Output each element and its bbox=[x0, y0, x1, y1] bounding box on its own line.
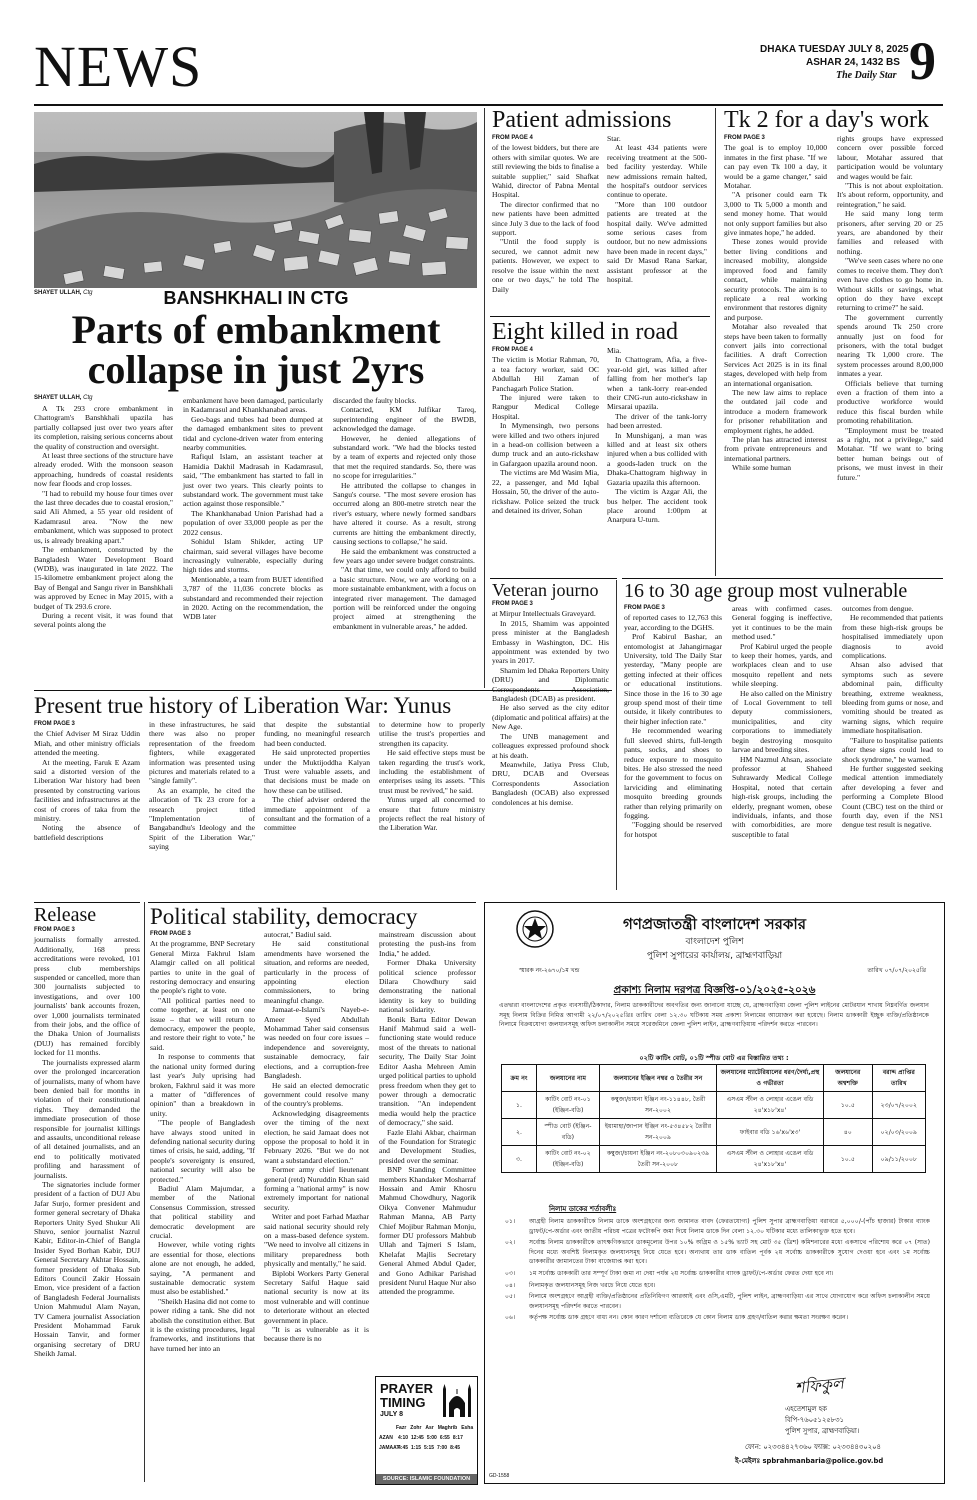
veteran-para: He also served as the city editor (diplomatic and political affairs) at the New Age. bbox=[492, 703, 609, 732]
prayer-time: 4:10 bbox=[398, 1435, 409, 1441]
term-item bbox=[505, 1238, 930, 1267]
section-rule bbox=[622, 578, 943, 579]
veteran-para: at Mirpur Intellectuals Graveyard. bbox=[492, 609, 596, 619]
prayer-time: 7:00 bbox=[437, 1445, 448, 1451]
office: পুলিশ সুপারের কার্যালয়, ব্রাহ্মণবাড়িয়া bbox=[646, 951, 783, 961]
table-cell: ১০.৫ bbox=[824, 1146, 873, 1173]
lead-para: He attributed the collapse to changes in Sangu's course. "The most severe erosion has occurred along an 800-metre stretch near the river's estuary, where newly formed sandbars have altered it course. As a result, strong currents are hitting the embankment directly, causing sections to collapse," he said. bbox=[333, 480, 476, 547]
veteran-col-1 bbox=[492, 600, 609, 807]
release-col-1 bbox=[34, 926, 140, 1359]
lead-headline: Parts of embankment collapse in just 2yrs bbox=[71, 307, 441, 392]
release-para: journalists formally arrested. Additionally, 168 press accreditations were revoked, 101 press club memberships suspended or cancelled, more than 300 journalists subjected to investigations, and over 100 journalists' bank accounts frozen, over 1,000 journalists terminated from their jobs, and the office of the Dhaka Union of Journalists (DUJ) has remained forcibly locked for 11 months. bbox=[34, 935, 140, 1058]
yunus-para: Yunus urged all concerned to ensure that future ministry projects reflect the real history of the Liberation War. bbox=[379, 795, 485, 833]
lead-para: Geo-bags and tubes had been dumped at the damaged embankment sites to prevent tidal and cyclone-driven water from entering nearby communities. bbox=[183, 414, 323, 453]
yunus-para: At the meeting, Faruk E Azam said a distorted version of the Liberation War history had been presented by constructing various facilities and infrastructures at the cost of crores of taka from the ministry. bbox=[34, 757, 140, 824]
tk2-headline: Tk 2 for a day's work bbox=[724, 107, 929, 133]
term-text: নিলামকৃত জলযানসমূহ নিজ খরচে নিয়ে যেতে হবে। bbox=[529, 1281, 656, 1289]
from-page: FROM PAGE 3 bbox=[34, 927, 75, 933]
term-item bbox=[505, 1269, 930, 1279]
term-item bbox=[505, 1292, 930, 1311]
veteran-para: Shamim led Dhaka Reporters Unity (DRU) and Diplomatic Bangladesh (DCAB) as president. bbox=[492, 665, 609, 704]
table-cell: ০২/০৩/২০০৯ bbox=[872, 1119, 925, 1146]
sixteen-para: Prof Kabirul Bashar, an entomologist at Jahangirnagar University, told The Daily Star yesterday, "Many people are getting infected at their offices or educational institutions. Since those in the 16 to 30 age group spend most of their time outside, it likely contributes to their higher infection rate." bbox=[624, 632, 722, 726]
table-cell: কাটিং বোট নং-০১ (ইঞ্জিন-বডি) bbox=[537, 1092, 600, 1119]
patient-para: The director confirmed that no new patients have been admitted since July 3 due to the lack of food support. bbox=[492, 199, 599, 238]
release-para: The journalists expressed alarm over the prolonged incarceration of journalists, many of whom have been denied bail for months in violation of their constitutional rights. They demanded the immediate prosecution of those responsible for journalist killings and assaults, unconditional release of all detained journalists, and an end to politically motivated profiling and harassment of journalists. bbox=[34, 1057, 140, 1180]
political-para: In response to comments that the national unity formed during last year's July uprising had broken, Fakhrul said it was more a matter of "differences of opinion" than a breakdown in unity. bbox=[150, 1052, 255, 1118]
patient-para: "Until the food supply is secured, we cannot admit new patients. However, we expect to resolve the issue within the next one or two days," he told The Daily bbox=[492, 237, 599, 294]
eight-para: Mia. bbox=[607, 346, 622, 355]
yunus-para: Noting the absence of battlefield descriptions bbox=[34, 823, 140, 842]
table-cell: ইয়ামাহা/জাপান ইঞ্জিন নং-৫৩৪৫৮২ তৈরীর সন-২০০৯ bbox=[600, 1119, 717, 1146]
yunus-para: He said unprotected properties under the Muktijoddha Kalyan Trust were valuable assets, and that decisions must be made on how these can be utilised. bbox=[264, 748, 370, 795]
political-col-1 bbox=[150, 930, 255, 1353]
release-headline: Release bbox=[34, 904, 97, 926]
prayer-headers bbox=[396, 1425, 473, 1431]
sixteen-para: areas with confirmed cases. General fogging is ineffective, yet it continues to be the main method used." bbox=[732, 604, 832, 642]
prayer-header: Asr bbox=[425, 1425, 434, 1431]
lead-para: Mentionable, a team from BUET identified 3,787 of the 11,036 concrete blocks as substandard and recommended their rejection in 2020. Acting on the recommendation, the WDB later bbox=[183, 574, 323, 622]
eight-para: In Chattogram, Afia, a five-year-old girl, was killed after falling from her mother's lap when a tank-lorry rear-ended their CNG-run auto-rickshaw in Mirsarai upazila. bbox=[607, 355, 707, 412]
term-item bbox=[505, 1217, 930, 1236]
signer-id: বিপি-৭৬০৫১২৫৮৩১ bbox=[785, 1416, 844, 1424]
term-number: ০৪। bbox=[505, 1281, 516, 1289]
sixteen-col-1 bbox=[624, 604, 722, 839]
term-text: কর্তৃপক্ষ সর্বোচ্চ ডাক গ্রহণে বাধ্য নন। কোন কারণ দর্শানো ব্যতিরেকে যে কোন নিলাম ডাক গ্রহণ/বাতিল করার ক্ষমতা সংরক্ষণ করেন। bbox=[529, 1314, 849, 1322]
yunus-para: to determine how to properly utilise the trust's properties and strengthen its capacity. bbox=[379, 720, 485, 748]
term-item bbox=[505, 1281, 930, 1291]
from-page: FROM PAGE 3 bbox=[724, 135, 765, 141]
lead-byline bbox=[34, 395, 92, 401]
term-text: আগ্রহী নিলাম ডাককারীকে নিলাম ডাকে অংশগ্রহণের জন্য জামানত বাবদ (ফেরতযোগ্য) পুলিশ সুপার ব্রাহ্মণবাড়িয়া বরাবরে ৫,০০০/-(পাঁচ হাজার) টাকার ব্যাংক ড্রাফট/পে-অর্ডার এবং জাতীয় পরিচয় পত্রের ফটোকপি জমা দিয়ে নিলাম ডাকে দিন বেলা ১২.৩০ ঘটিকার মধ্যে তালিকাভুক্ত হতে হবে। bbox=[529, 1218, 930, 1235]
table-header: জলযানের ইঞ্জিন নম্বর ও তৈরীর সন bbox=[600, 1065, 717, 1092]
eight-para: The victim is Motiar Rahman, 70, a tea factory worker, said OC Abdullah Hil Zaman of Panchagarh Police Station. bbox=[492, 355, 599, 393]
table-header: বরাদ্দ প্রাপ্তির তারিখ bbox=[872, 1065, 925, 1092]
term-text: ১ম সর্বোচ্চ ডাককারী তার সম্পূর্ণ টাকা জমা না দেয়া পর্যন্ত ২য় সর্বোচ্চ ডাককারীর ব্যাংক ড্রাফট/পে-অর্ডার ফেরত দেয়া হবে না। bbox=[529, 1269, 834, 1277]
political-para: Writer and poet Farhad Mazhar said national security should rely on a mass-based defence system. "We need to involve all citizens in military preparedness both physically and mentally," he said. bbox=[264, 1212, 369, 1269]
tk2-para: "A prisoner could earn Tk 3,000 to Tk 5,000 a month and send money home. That would not only support families but also give inmates hope," he added. bbox=[724, 190, 827, 238]
yunus-para: As an example, he cited the allocation of Tk 23 crore for a research project titled "Implementation of Bangabandhu's Ideology and the Spirit of the Liberation War," saying bbox=[149, 785, 255, 852]
table-cell: ১. bbox=[502, 1092, 537, 1119]
patient-col-2 bbox=[607, 134, 707, 285]
tk2-col-1 bbox=[724, 134, 827, 473]
tk2-para: "We've seen cases where no one comes to receive them. They don't even have clothes to go home in. Without skills or savings, what option do they have except returning to crime?" he said. bbox=[837, 256, 943, 313]
political-col-3 bbox=[379, 930, 476, 1297]
tk2-para: The government currently spends around Tk 250 crore annually just on food for prisoners, with the total budget nearing Tk 1,000 crore. The system processes around 8,00,000 inmates a year. bbox=[837, 312, 943, 379]
column-divider bbox=[484, 108, 485, 688]
tk2-para: He said many long term prisoners, after serving 20 or 25 years, are abandoned by their families and released with nothing. bbox=[837, 209, 943, 256]
boat-table bbox=[501, 1064, 926, 1173]
lead-col-2 bbox=[183, 396, 323, 622]
political-para: mainstream discussion about protesting the push-ins from India," he added. bbox=[379, 930, 476, 958]
prayer-title: PRAYER bbox=[380, 1381, 433, 1396]
table-header: জলযানের অশ্বশক্তি bbox=[824, 1065, 873, 1092]
lead-para: discarded the faulty blocks. bbox=[333, 396, 417, 405]
section-rule bbox=[490, 316, 710, 317]
political-para: He said an elected democratic government could resolve many of the country's problems. bbox=[264, 1080, 369, 1109]
photo-credit-place: Ctg bbox=[83, 290, 93, 296]
sixteen-para: outcomes from dengue. bbox=[842, 604, 914, 613]
sixteen-para: He recommended that patients from these high-risk groups be hospitalised immediately upon diagnosis to avoid complications. bbox=[842, 613, 943, 661]
sixteen-col-2 bbox=[732, 604, 832, 839]
lead-para: The embankment, constructed by the Bangladesh Water Development Board (WDB), was inaugurated in late 2022. The 15-kilometre embankment project along the Bay of Bengal and Sangu river in Banshkhali was approved by Ecnec in May 2015, with a budget of Tk 293.6 crore. bbox=[34, 545, 173, 611]
tk2-para: While some human bbox=[732, 463, 792, 473]
lead-para: "I had to rebuild my house four times over the last three decades due to coastal erosion," said Ali Ahmed, a 55 year old resident of Kadamrasul area. "Now the new embankment, which was supposed to protect us, is already breaking apart." bbox=[34, 488, 173, 545]
section-rule bbox=[148, 902, 476, 903]
lead-para: "At that time, we could only afford to build a basic structure. Now, we are working on a more sustainable embankment, with a focus on integrated river management. The damaged portion will be reinforced under the ongoing project aimed at strengthening the embankment in vulnerable areas," he added. bbox=[333, 565, 476, 631]
eight-col-2 bbox=[607, 346, 707, 525]
eight-para: The driver of the tank-lorry had been arrested. bbox=[607, 411, 707, 431]
prayer-timing-box bbox=[375, 1376, 478, 1485]
prayer-subtitle: TIMING bbox=[380, 1395, 426, 1410]
section-rule bbox=[490, 578, 617, 579]
political-para: Badiul Alam Majumdar, a member of the National Consensus Commission, stressed that political stability and democratic development are crucial. bbox=[150, 1183, 255, 1240]
political-para: BNP Standing Committee members Khandaker Mosharraf Hossain and Amir Khosru Mahmud Chowdhury, Nagorik Oikya Convener Mahmudur Rahman Manna, AB Party Chief Mojibur Rahman Monju, former DU professors Mahbub Ullah and Tajmeri S Islam, Khelafat Majlis Secretary General Ahmed Abdul Qader, and Gono Adhikar Parishad president Nurul Haque Nur also attended the programme. bbox=[379, 1165, 477, 1297]
term-number: ০৬। bbox=[505, 1314, 516, 1322]
boat-note: ০২টি কাটিং বোট, ০১টি স্পীড বোট এর বিস্তারিত তথ্য : bbox=[639, 1054, 789, 1062]
term-number: ০২। bbox=[505, 1239, 516, 1247]
lead-col-1 bbox=[34, 404, 173, 630]
from-page: FROM PAGE 4 bbox=[492, 347, 533, 353]
tk2-para: The goal is to employ 10,000 inmates in the first phase. "If we can pay even Tk 100 a day, it would be a game changer," said Motahar. bbox=[724, 143, 827, 191]
sixteen-para: He also called on the Ministry of Local Government to tell deputy commissioners, municipalities, and city corporations to immediately begin destroying mosquito larvae and breeding sites. bbox=[732, 688, 832, 755]
political-para: Jamaat-e-Islami's Nayeb-e-Ameer Syed Abdullah Mohammad Taher said consensus was needed on four core issues – independence and sovereignty, sustainable democracy, fair elections, and a corruption-free Bangladesh. bbox=[264, 1005, 369, 1081]
sixteen-para: of reported cases to 12,763 this year, according to the DGHS. bbox=[624, 613, 722, 632]
signer-title: পুলিশ সুপার, ব্রাহ্মণবাড়িয়া। bbox=[785, 1427, 860, 1435]
prayer-time: 5:15 bbox=[424, 1445, 435, 1451]
yunus-para: that despite the substantial funding, no meaningful research had been conducted. bbox=[264, 720, 370, 748]
sixteen-para: Ahsan also advised that symptoms such as severe abdominal pain, difficulty breathing, extreme weakness, bleeding from gums or nose, and vomiting should be treated as warning signs, which require immediate hospitalisation. bbox=[842, 660, 943, 736]
yunus-col-1 bbox=[34, 720, 140, 842]
political-para: Acknowledging disagreements over the timing of the next election, he said Jamaat does not oppose the proposal to hold it in February 2026. "But we do not want a substandard election." bbox=[264, 1108, 369, 1165]
table-cell: ৩. bbox=[502, 1146, 537, 1173]
from-page: FROM PAGE 3 bbox=[34, 721, 75, 727]
table-row bbox=[502, 1092, 926, 1119]
from-page: FROM PAGE 3 bbox=[492, 601, 533, 607]
political-para: Former Dhaka University political science professor Dilara Chowdhury said demonstrating the national identity is key to building national solidarity. bbox=[379, 958, 476, 1015]
yunus-col-3 bbox=[264, 720, 370, 833]
prayer-header: Fazr bbox=[396, 1425, 407, 1431]
contact-email[interactable]: ই-মেইলঃ spbrahmanbaria@police.gov.bd bbox=[735, 1457, 884, 1465]
table-cell: এসএম স্টীল ও লোহার এঙেল বডি ২৪'x১৮'x৪' bbox=[717, 1146, 824, 1173]
terms-list bbox=[505, 1217, 930, 1325]
lead-para: The Khankhanabad Union Parishad had a population of over 33,000 people as per the 2022 census. bbox=[183, 508, 323, 537]
dateline-bengali: ASHAR 24, 1432 BS bbox=[806, 57, 900, 68]
yunus-para: the Chief Adviser M Siraz Uddin Miah, and other ministry officials attended the meeting. bbox=[34, 729, 140, 758]
sixteen-para: He further suggested seeking medical attention immediately after developing a fever and performing a Complete Blood Count (CBC) test on the third or fourth day, even if the NS1 dengue test result is negative. bbox=[842, 763, 943, 830]
table-header: জলযানের ম্যাটেরিয়ালের ধরণ/দৈর্ঘ্য,প্রস্থ ও গভীরতা bbox=[717, 1065, 824, 1092]
section-rule bbox=[34, 902, 140, 903]
table-header-row bbox=[502, 1065, 926, 1092]
patient-para: At least 434 patients were receiving treatment at the 500-bed facility yesterday. While new admissions remain halted, the hospital's outdoor services continue to operate. bbox=[607, 143, 707, 200]
boat-table-wrap bbox=[501, 1064, 926, 1173]
veteran-para: In 2015, Shamim was appointed press minister at the Bangladesh Embassy in Washington, DC. His appointment was extended by two years in 2017. bbox=[492, 618, 609, 666]
prayer-row-label: AZAN bbox=[379, 1435, 393, 1441]
mosque-icon bbox=[442, 1383, 472, 1419]
veteran-para: Meanwhile, Jatiya Press Club, DRU, DCAB and Overseas Correspondents Association Bangladesh (OCAB) also expressed condolences at his demise. bbox=[492, 759, 609, 807]
prayer-date: JULY 8 bbox=[380, 1411, 403, 1418]
lead-para: Rafiqul Islam, an assistant teacher at Hamidia Dakhil Madrasah in Kadamrasul, said, "The embankment has started to fall in just over two years. This clearly points to substandard work. The government must take action against those responsible." bbox=[183, 452, 323, 509]
eight-para: In Munshiganj, a man was killed and at least six others injured when a bus collided with a goods-laden truck on the Dhaka-Chattogram highway in Gazaria upazila this afternoon. bbox=[607, 430, 707, 487]
political-para: "The people of Bangladesh have always stood united in defending national security during times of crisis, he said, adding, "If people's sovereignty is ensured, national security will also be protected." bbox=[150, 1118, 255, 1184]
masthead-rule bbox=[34, 104, 943, 106]
political-para: Former army chief lieutenant general (retd) Nuruddin Khan said forming a "national army" is now extremely important for national security. bbox=[264, 1165, 369, 1212]
political-para: "It is as vulnerable as it is because there is no bbox=[264, 1325, 369, 1344]
tk2-para: Motahar also revealed that steps have been taken to formally convert jails into correctional facilities. A draft Correction Services Act 2025 is in its final stages, developed with help from an international organisation. bbox=[724, 322, 827, 388]
yunus-col-4 bbox=[379, 720, 485, 833]
prayer-time: 12:45 bbox=[411, 1435, 424, 1441]
table-row bbox=[502, 1119, 926, 1146]
lead-kicker: BANSHKHALI IN CTG bbox=[163, 288, 349, 308]
table-header: জলযানের নাম bbox=[537, 1065, 600, 1092]
prayer-time: 8:17 bbox=[452, 1435, 463, 1441]
political-headline: Political stability, democracy bbox=[150, 904, 418, 929]
prayer-row-azan bbox=[379, 1435, 463, 1441]
dept: বাংলাদেশ পুলিশ bbox=[685, 937, 744, 947]
tk2-para: The plan has attracted interest from private entrepreneurs and international partners. bbox=[724, 435, 827, 463]
political-col-2 bbox=[264, 930, 369, 1344]
release-para: The signatories include former president of a faction of DUJ Abu Jafar Surjo, former president and former general secretary of Dhaka Reporters Unity Syed Shukur Ali Shuvo, senior journalist Nazrul Kabir, Editor-in-Chief of Bangla Insider Syed Borhan Kabir, DUJ General Secretary Akhtar Hossain, former president of Dhaka Sub Editors Council Zakir Hossain Emon, vice president of a faction of Bangladesh Federal Journalists Union Mahmudul Alam Nayan, TV Camera journalist Association President Mohammad Faruk Hossain Tanvir, and former organising secretary of DRU Sheikh Jamal. bbox=[34, 1179, 140, 1359]
table-cell: ২. bbox=[502, 1119, 537, 1146]
lead-para: A Tk 293 crore embankment in Chattogram's Banshkhali upazila has partially collapsed just over two years after its completion, raising serious concerns about the quality of construction and oversight. bbox=[34, 404, 173, 451]
table-cell: ০৯/১১/২০০৮ bbox=[872, 1146, 925, 1173]
prayer-source: SOURCE: ISLAMIC FOUNDATION bbox=[376, 1474, 477, 1484]
lead-para: At least three sections of the structure have already eroded. With the monsoon season approaching, hundreds of coastal residents now fear floods and crop losses. bbox=[34, 451, 173, 489]
government-auction-notice bbox=[484, 902, 945, 1484]
political-para: "Sheikh Hasina did not come to power riding a tank. She did not abolish the constitution either. But it is the existing procedures, legal frameworks, and institutions that have turned her into an bbox=[150, 1296, 255, 1353]
eight-para: The victim is Azgar Ali, the bus helper. The accident took place around 1:00pm at Anarpura U-turn. bbox=[607, 487, 707, 525]
page-number: 9 bbox=[909, 31, 936, 91]
tk2-para: "Employment must be treated as a right, not a privilege," said Motahar. "If we want to bring better human beings out of prisons, we must invest in their future." bbox=[837, 425, 943, 482]
political-para: However, while voting rights are essential for those, elections alone are not enough, he added, saying, "A permanent and sustainable democratic system must also be established." bbox=[150, 1240, 255, 1297]
signer-name: এহতেশামুল হক bbox=[785, 1405, 827, 1413]
memo-date: তারিখ ০৭/০৭/২০২৫খ্রি bbox=[867, 967, 926, 974]
table-cell: কম্বুজা/চায়না ইঞ্জিন নং-১১৪৪৮, তৈরী সন-২০০২ bbox=[600, 1092, 717, 1119]
column-divider bbox=[144, 902, 145, 1482]
lead-photo bbox=[34, 112, 477, 288]
sixteen-para: HM Nazmul Ahsan, associate professor at Shaheed Suhrawardy Medical College Hospital, noted that certain high-risk groups, including the elderly, pregnant women, obese individuals, infants, and those with comorbidities, are more susceptible to fatal bbox=[732, 754, 832, 839]
sixteen-para: "Fogging should be reserved for hotspot bbox=[624, 820, 722, 839]
notice-title: প্রকাশ্য নিলাম দরপত্র বিজ্ঞপ্তি-০১/২০২৫-২০২৬ bbox=[613, 984, 816, 996]
prayer-time: 4:45 bbox=[398, 1445, 409, 1451]
prayer-header: Esha bbox=[461, 1425, 474, 1431]
eight-col-1 bbox=[492, 346, 599, 515]
lead-col-3 bbox=[333, 396, 476, 631]
yunus-para: The chief adviser ordered the immediate appointment of a consultant and the formation of a committee bbox=[264, 795, 370, 833]
eight-para: The victims are Md Wasim Mia, 22, a passenger, and Md Iqbal Hossain, 50, the driver of the auto-rickshaw. Police seized the truck and detained its driver, Sohan bbox=[492, 468, 599, 515]
eight-para: The injured were taken to Rangpur Medical College Hospital. bbox=[492, 393, 599, 421]
yunus-para: He said effective steps must be taken regarding the trust's work, including the establishment of enterprises using its assets. "This trust must be revived," he said. bbox=[379, 748, 485, 795]
from-page: FROM PAGE 3 bbox=[150, 931, 191, 937]
table-header: ক্রম নং bbox=[502, 1065, 537, 1092]
tk2-col-2 bbox=[837, 134, 943, 482]
yunus-headline: Present true history of Liberation War: Yunus bbox=[34, 693, 452, 718]
table-cell: স্পীড বোট (ইঞ্জিন-বডি) bbox=[537, 1119, 600, 1146]
paper-name: The Daily Star bbox=[836, 70, 897, 81]
yunus-para: in these infrastructures, he said there was also no proper representation of the freedom fighters, while exaggerated information was presented using pictures and materials related to a "single family". bbox=[149, 720, 255, 786]
column-divider bbox=[715, 108, 716, 576]
byline-name: SHAYET ULLAH, bbox=[34, 395, 84, 401]
political-para: Biplobi Workers Party General Secretary Saiful Haque said national security is now at its most vulnerable and will continue to deteriorate without an elected government in place. bbox=[264, 1268, 369, 1325]
sixteen-para: Prof Kabirul urged the people to keep their homes, yards, and workplaces clean and to use mosquito repellent and nets while sleeping. bbox=[732, 641, 832, 689]
political-para: "All political parties need to come together, at least on one issue – that we will return to democracy, empower the people, and restore their right to vote," he said. bbox=[150, 995, 255, 1052]
tk2-para: These zones would provide better living conditions and increased mobility, alongside improved food and family contact, while maintaining security protocols. The aim is to replicate a real working environment that restores dignity and purpose. bbox=[724, 237, 827, 322]
tk2-para: Officials believe that turning even a fraction of them into a productive workforce would reduce this fiscal burden while promoting rehabilitation. bbox=[837, 378, 943, 426]
lead-para: However, he denied allegations of substandard work. "We had the blocks tested by a team of experts and rejected only those that met the required standards. So, there was no scope for irregularities." bbox=[333, 433, 476, 481]
table-cell: এসএম স্টীল ও লোহার এঙেল বডি ২৪'x১৮'x৪' bbox=[717, 1092, 824, 1119]
memo-number: স্মারক নং-২৬৭০/১ম খন্ড bbox=[519, 967, 580, 974]
sixteen-para: "Failure to hospitalise patients after these signs could lead to shock syndrome," he warned. bbox=[842, 735, 943, 764]
term-item bbox=[505, 1313, 930, 1323]
yunus-col-2 bbox=[149, 720, 255, 852]
tk2-para: rights groups have expressed concern over possible forced labour, Motahar assured that participation would be voluntary and wages would be fair. bbox=[837, 134, 943, 181]
table-cell: ফাইবার বডি ১৬'x৬'x৩' bbox=[717, 1119, 824, 1146]
term-text: সর্বোচ্চ নিলাম ডাককারীকে তাৎক্ষণিকভাবে ডাকমূল্যের উপর ১০% অগ্রিম ও ১৫% ভ্যাট সহ মোট ৩৫ (ত্রিশ) কমিশনারের মধ্যে একসাথে পরিশোধ করে ০৭ (সাত) দিনের মধ্যে অবশিষ্ট নিলামকৃত জলযানসমূহ নিয়ে যেতে হবে। অন্যথায় তার ডাক বাতিল পূর্বক ২য় সর্বোচ্চ ডাককারীকে সুযোগ দেওয়া হবে এবং ১ম সর্বোচ্চ ডাককারীর জামানতের টাকা বাজেয়াপ্ত করা হবে। bbox=[529, 1239, 930, 1266]
patient-col-1 bbox=[492, 134, 599, 294]
patient-para: Star. bbox=[607, 134, 621, 143]
political-para: Fazle Elahi Akbar, chairman of the Foundation for Strategic and Development Studies, presided over the seminar. bbox=[379, 1127, 476, 1165]
gd-code: GD-1558 bbox=[489, 1473, 510, 1479]
table-cell: কম্বুজা/চায়না ইঞ্জিন নং-২০৮০৩০৯০২৩৯ তৈরী সন-২০০৮ bbox=[600, 1146, 717, 1173]
from-page: FROM PAGE 4 bbox=[492, 135, 533, 141]
prayer-header: Zohr bbox=[410, 1425, 422, 1431]
political-para: autocrat," Badiul said. bbox=[264, 930, 332, 939]
contact-phone: ফোন: ০২৩৩৪৪২৭৩৬০ ফ্যাক্স: ০২৩৩৪৪৩০২০৪ bbox=[745, 1443, 881, 1451]
gov-title: গণপ্রজাতন্ত্রী বাংলাদেশ সরকার bbox=[623, 915, 806, 933]
term-number: ০১। bbox=[505, 1218, 516, 1225]
prayer-row-jamaat bbox=[379, 1445, 460, 1451]
lead-para: Contacted, KM Julfikar Tareq, superintending engineer of the BWDB, acknowledged the damage. bbox=[333, 405, 476, 434]
eight-headline: Eight killed in road bbox=[492, 319, 678, 345]
table-cell: ৪০ bbox=[824, 1119, 873, 1146]
tk2-para: The new law aims to replace the outdated jail code and introduce a modern framework for prisoner rehabilitation and employment rights, he added. bbox=[724, 387, 827, 435]
patient-para: "More than 100 outdoor patients are treated at the hospital daily. We've admitted some serious cases from outdoor, but no new admissions have been made in recent days," said Dr Masud Rana Sarkar, assistant professor at the hospital. bbox=[607, 199, 707, 285]
term-number: ০৩। bbox=[505, 1269, 516, 1277]
prayer-time: 5:00 bbox=[426, 1435, 437, 1441]
section-title: NEWS bbox=[34, 34, 203, 99]
lead-para: He said the embankment was constructed a few years ago under severe budget constraints. bbox=[333, 546, 476, 565]
lead-para: Sohidul Islam Shikder, acting UP chairman, said several villages have become increasingly vulnerable, especially during high tides and storms. bbox=[183, 537, 323, 575]
veteran-para: The UNB management and colleagues expressed profound shock at his death. bbox=[492, 731, 609, 760]
column-divider bbox=[616, 580, 617, 890]
tk2-para: "This is not about exploitation. It's about reform, opportunity, and reintegration," he said. bbox=[837, 181, 943, 209]
table-row bbox=[502, 1146, 926, 1173]
prayer-time: 6:55 bbox=[439, 1435, 450, 1441]
term-number: ০৫। bbox=[505, 1293, 516, 1301]
sixteen-col-3 bbox=[842, 604, 943, 830]
table-cell: ১০.৫ bbox=[824, 1092, 873, 1119]
embankment-photo-illustration bbox=[34, 112, 477, 288]
notice-intro: এতদ্বারা বাংলাদেশের প্রকৃত ব্যবসায়ী/ঠিকাদার, নিলাম ডাককারীদের অবগতির জন্য জানানো যাচ্ছে যে, ব্রাহ্মণবাড়িয়া জেলা পুলিশ লাইনের মোটরযান শাখায় নিম্নবর্ণিত জলযান সমূহ নিলাম বিক্রির নিমিত্ত আগামী ২২/০৭/২০২৫খ্রিঃ তারিখ বেলা ১২.৩০ ঘটিকায় সময় প্রকাশ্য নিলামের আয়োজন করা হয়েছে। নিলাম ডাককারী ইচ্ছুক ব্যক্তি/প্রতিষ্ঠানকে নিলামে বিক্রয়যোগ্য জলযানসমূহ অফিস চলাকালীন সময়ে সরেজমিনে জেলা পুলিশ লাইন, ব্রাহ্মণবাড়িয়ায় পরিদর্শন করতে পারবেন। bbox=[499, 1002, 929, 1029]
dateline: DHAKA TUESDAY JULY 8, 2025 bbox=[760, 44, 909, 55]
political-para: He said constitutional amendments have worsened the situation, and reforms are needed, particularly in the process of appointing election commissioners, to bring meaningful change. bbox=[264, 939, 369, 1005]
prayer-time: 1:15 bbox=[411, 1445, 422, 1451]
sixteen-headline: 16 to 30 age group most vulnerable bbox=[624, 580, 908, 602]
prayer-time: 8:45 bbox=[450, 1445, 461, 1451]
term-text: নিলামে অংশগ্রহণে আগ্রহী ব্যক্তি/প্রতিষ্ঠানের প্রতিনিধিগণ আরআই এবং ওসি,এমটি, পুলিশ লাইন, ব্রাহ্মণবাড়িয়া এর সাথে যোগাযোগ করে অফিস চলাকালীন সময়ে জলযানসমূহ পরিদর্শন করতে পারবেন। bbox=[529, 1293, 930, 1310]
political-para: At the programme, BNP Secretary General Mirza Fakhrul Islam Alamgir called on all political parties to unite in the goal of restoring democracy and ensuring the people's right to vote. bbox=[150, 939, 255, 996]
eight-para: In Mymensingh, two persons were killed and two others injured in a head-on collision between a dump truck and an auto-rickshaw in Gafargaon upazila around noon. bbox=[492, 421, 599, 468]
political-para: Bonik Barta Editor Dewan Hanif Mahmud said a well-functioning state would reduce most of the threats to national security, The Daily Star Joint Editor Aasha Mehreen Amin urged political parties to uphold press freedom when they get to power through a democratic transition. "An independent media would help the practice of democracy," she said. bbox=[379, 1014, 476, 1128]
veteran-headline: Veteran journo bbox=[492, 580, 599, 600]
patient-para: of the lowest bidders, but there are others with similar quotes. We are still reviewing the bids to finalise a suitable supplier," said Shafkat Wahid, director of Pabna Mental Hospital. bbox=[492, 143, 599, 200]
signature: শফিকুল bbox=[794, 1373, 845, 1398]
prayer-row-label: JAMAAT bbox=[379, 1445, 400, 1451]
section-rule bbox=[34, 690, 612, 691]
photo-credit-name: SHAYET ULLAH, bbox=[34, 290, 84, 296]
terms-title: নিলাম ডাকের শর্তাবলীঃ bbox=[549, 1205, 617, 1213]
lead-para: During a recent visit, it was found that several points along the bbox=[34, 610, 173, 630]
table-cell: ২৩/০৭/২০০২ bbox=[872, 1092, 925, 1119]
patient-headline: Patient admissions bbox=[492, 107, 672, 133]
sixteen-para: He recommended wearing full sleeved shirts, full-length pants, socks, and shoes to reduce exposure to mosquito bites. He also stressed the need for the government to focus on larviciding and eliminating mosquito breeding grounds rather than relying primarily on fogging. bbox=[624, 726, 722, 820]
table-cell: কাটিং বোট নং-০২ (ইঞ্জিন-বডি) bbox=[537, 1146, 600, 1173]
prayer-header: Maghrib bbox=[437, 1425, 458, 1431]
byline-place: Ctg bbox=[83, 395, 93, 401]
lead-para: embankment have been damaged, particularly in Kadamrasul and Khankhanabad areas. bbox=[183, 396, 323, 415]
from-page: FROM PAGE 3 bbox=[624, 605, 665, 611]
